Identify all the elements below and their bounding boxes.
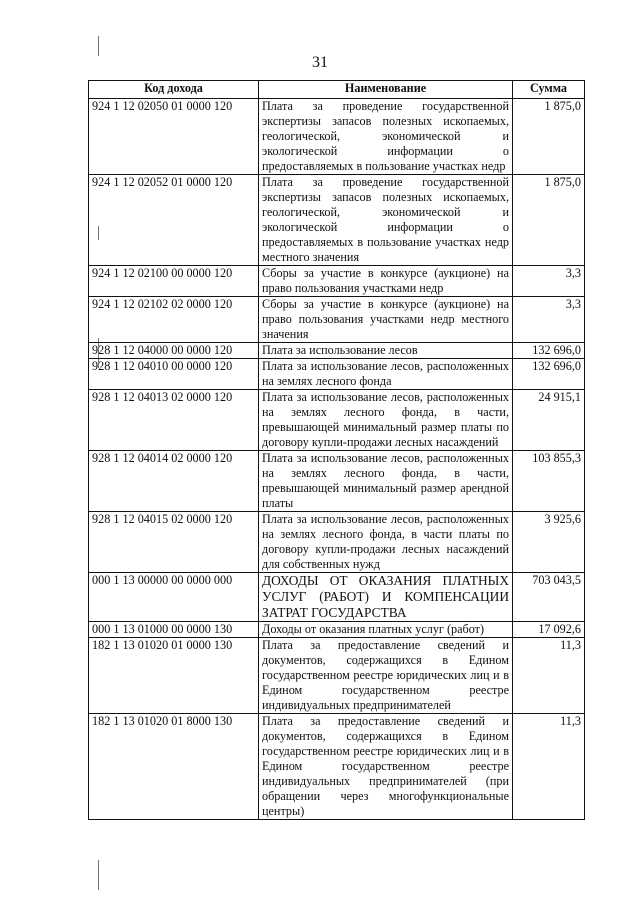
- table-row: [89, 512, 585, 573]
- income-sum: 17 092,6: [513, 622, 585, 638]
- income-code: 928 1 12 04014 02 0000 120: [89, 451, 259, 512]
- income-code: 000 1 13 00000 00 0000 000: [89, 573, 259, 622]
- income-code: 182 1 13 01020 01 0000 130: [89, 638, 259, 714]
- table-row: [89, 359, 585, 390]
- income-code: 928 1 12 04000 00 0000 120: [89, 343, 259, 359]
- income-sum: 3,3: [513, 266, 585, 297]
- table-row: [89, 343, 585, 359]
- income-name: Плата за использование лесов, расположенных на землях лесного фонда: [259, 359, 513, 390]
- header-code: Код дохода: [89, 81, 259, 99]
- income-sum: 11,3: [513, 714, 585, 820]
- income-name: Доходы от оказания платных услуг (работ): [259, 622, 513, 638]
- income-code: 928 1 12 04015 02 0000 120: [89, 512, 259, 573]
- income-sum: 132 696,0: [513, 359, 585, 390]
- income-name: Сборы за участие в конкурсе (аукционе) на право пользования участками недр: [259, 266, 513, 297]
- table-row: [89, 297, 585, 343]
- income-code: 182 1 13 01020 01 8000 130: [89, 714, 259, 820]
- page-number: 31: [312, 54, 328, 71]
- table-row: [89, 714, 585, 820]
- table-row: [89, 573, 585, 622]
- scan-margin-mark: [98, 36, 99, 56]
- income-name: Плата за использование лесов, расположенных на землях лесного фонда, в части платы по договору купли-продажи лесных насаждений для собственных нужд: [259, 512, 513, 573]
- income-table: [88, 80, 585, 820]
- income-name: Плата за использование лесов, расположенных на землях лесного фонда, в части, превышающей минимальный размер платы по договору купли-продажи лесных насаждений: [259, 390, 513, 451]
- table-row: [89, 99, 585, 175]
- income-name: Плата за использование лесов: [259, 343, 513, 359]
- income-sum: 3 925,6: [513, 512, 585, 573]
- table-row: [89, 390, 585, 451]
- income-code: 928 1 12 04010 00 0000 120: [89, 359, 259, 390]
- income-name: Плата за предоставление сведений и документов, содержащихся в Едином государственном реестре юридических лиц и в Едином государственном реестре индивидуальных предпринимателей (при обращении через многофункциональные центры): [259, 714, 513, 820]
- income-sum: 1 875,0: [513, 175, 585, 266]
- income-name: Сборы за участие в конкурсе (аукционе) на право пользования участками недр местного значения: [259, 297, 513, 343]
- income-code: 000 1 13 01000 00 0000 130: [89, 622, 259, 638]
- income-name: ДОХОДЫ ОТ ОКАЗАНИЯ ПЛАТНЫХ УСЛУГ (РАБОТ) И КОМПЕНСАЦИИ ЗАТРАТ ГОСУДАРСТВА: [259, 573, 513, 622]
- income-sum: 11,3: [513, 638, 585, 714]
- income-code: 924 1 12 02052 01 0000 120: [89, 175, 259, 266]
- income-sum: 703 043,5: [513, 573, 585, 622]
- table-row: [89, 622, 585, 638]
- income-name: Плата за использование лесов, расположенных на землях лесного фонда, в части, превышающей минимальный размер арендной платы: [259, 451, 513, 512]
- header-sum: Сумма: [513, 81, 585, 99]
- income-name: Плата за проведение государственной экспертизы запасов полезных ископаемых, геологической, экономической и экологической информации о предоставляемых в пользование участках недр местного значения: [259, 175, 513, 266]
- income-code: 924 1 12 02102 02 0000 120: [89, 297, 259, 343]
- table-row: [89, 266, 585, 297]
- income-sum: 1 875,0: [513, 99, 585, 175]
- income-sum: 24 915,1: [513, 390, 585, 451]
- income-sum: 103 855,3: [513, 451, 585, 512]
- table-header-row: [89, 81, 585, 99]
- table-row: [89, 638, 585, 714]
- income-name: Плата за проведение государственной экспертизы запасов полезных ископаемых, геологической, экономической и экологической информации о предоставляемых в пользование участках недр: [259, 99, 513, 175]
- income-code: 924 1 12 02100 00 0000 120: [89, 266, 259, 297]
- table-row: [89, 451, 585, 512]
- header-name: Наименование: [259, 81, 513, 99]
- income-code: 928 1 12 04013 02 0000 120: [89, 390, 259, 451]
- income-name: Плата за предоставление сведений и документов, содержащихся в Едином государственном реестре юридических лиц и в Едином государственном реестре индивидуальных предпринимателей: [259, 638, 513, 714]
- income-code: 924 1 12 02050 01 0000 120: [89, 99, 259, 175]
- scan-margin-mark: [98, 860, 99, 890]
- table-row: [89, 175, 585, 266]
- income-sum: 3,3: [513, 297, 585, 343]
- income-sum: 132 696,0: [513, 343, 585, 359]
